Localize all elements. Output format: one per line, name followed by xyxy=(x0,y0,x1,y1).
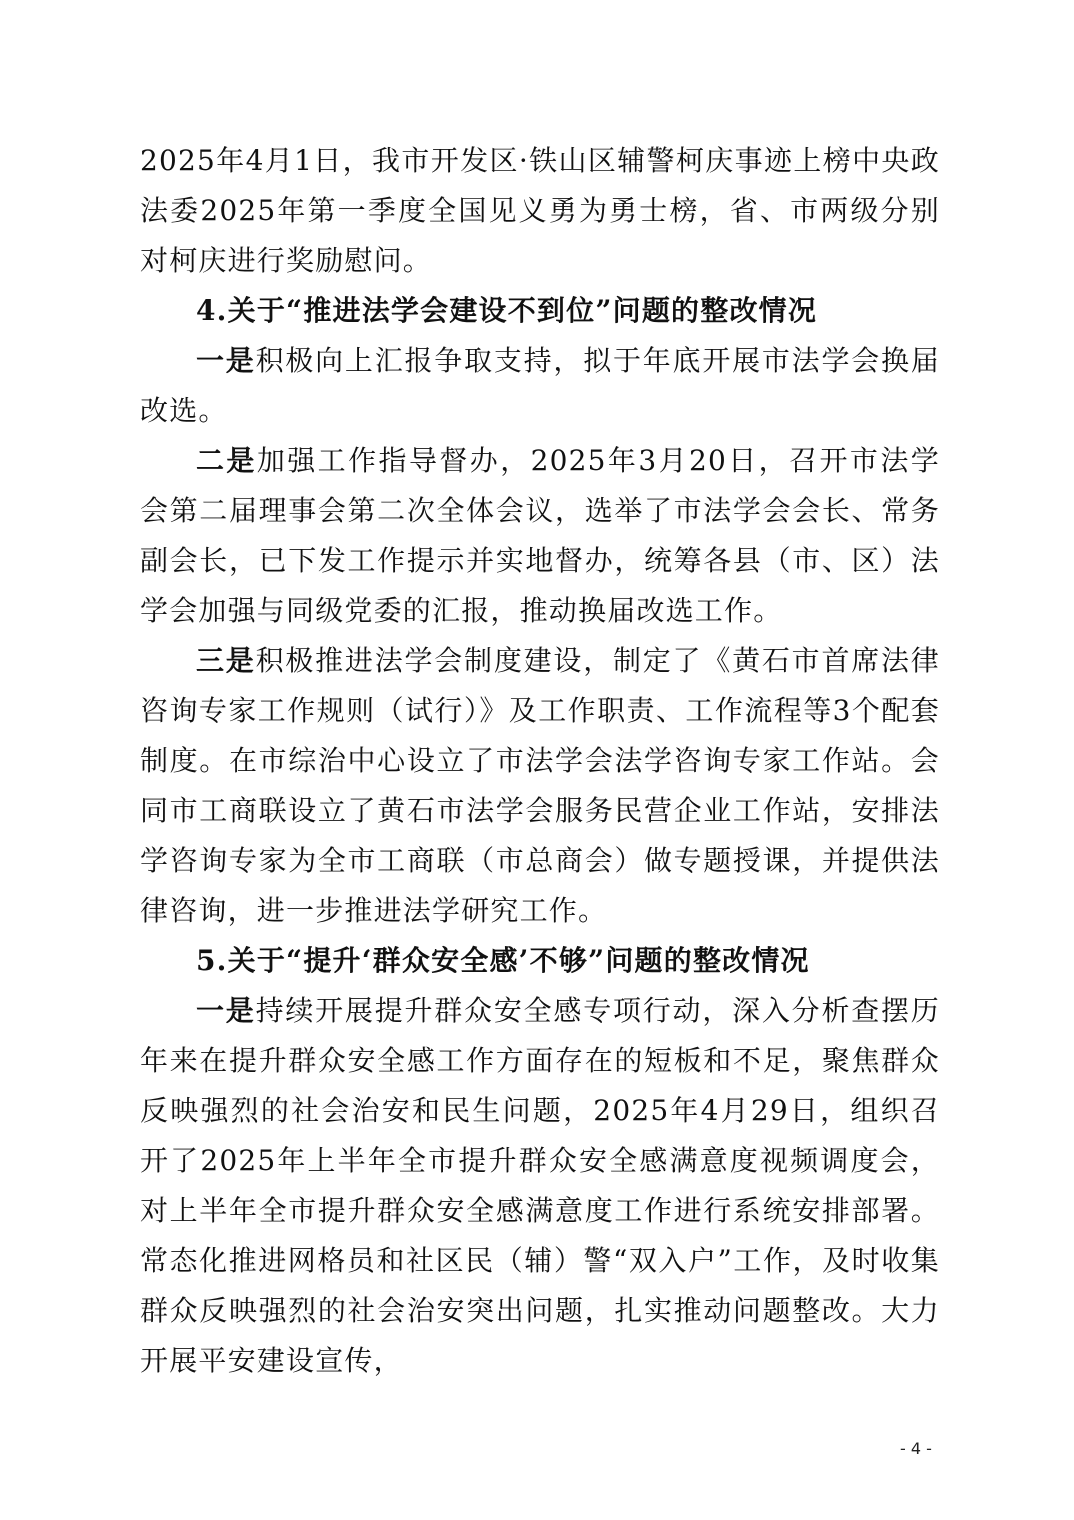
page-number: - 4 - xyxy=(900,1439,932,1458)
item-lead: 二是 xyxy=(196,444,257,477)
item-lead: 一是 xyxy=(196,994,256,1027)
item-text: 加强工作指导督办，2025年3月20日，召开市法学会第二届理事会第二次全体会议，选举了市法学会会长、常务副会长，已下发工作提示并实地督办，统筹各县（市、区）法学会加强与同级党委的汇报，推动换届改选工作。 xyxy=(140,444,940,627)
section-4-item-2 xyxy=(140,436,940,636)
section-4-heading: 4.关于“推进法学会建设不到位”问题的整改情况 xyxy=(196,294,818,327)
item-text: 持续开展提升群众安全感专项行动，深入分析查摆历年来在提升群众安全感工作方面存在的短板和不足，聚焦群众反映强烈的社会治安和民生问题，2025年4月29日，组织召开了2025年上半年全市提升群众安全感满意度视频调度会，对上半年全市提升群众安全感满意度工作进行系统安排部署。常态化推进网格员和社区民（辅）警“双入户”工作，及时收集群众反映强烈的社会治安突出问题，扎实推动问题整改。大力开展平安建设宣传， xyxy=(140,994,940,1377)
section-5-heading: 5.关于“提升‘群众安全感’不够”问题的整改情况 xyxy=(196,944,810,977)
item-text: 积极向上汇报争取支持，拟于年底开展市法学会换届改选。 xyxy=(140,344,940,427)
item-text: 积极推进法学会制度建设，制定了《黄石市首席法律咨询专家工作规则（试行）》及工作职责、工作流程等3个配套制度。在市综治中心设立了市法学会法学咨询专家工作站。会同市工商联设立了黄石市法学会服务民营企业工作站，安排法学咨询专家为全市工商联（市总商会）做专题授课，并提供法律咨询，进一步推进法学研究工作。 xyxy=(140,644,940,927)
section-4-item-3 xyxy=(140,636,940,936)
section-4-item-1 xyxy=(140,336,940,436)
intro-paragraph: 2025年4月1日，我市开发区·铁山区辅警柯庆事迹上榜中央政法委2025年第一季度全国见义勇为勇士榜，省、市两级分别对柯庆进行奖励慰问。 xyxy=(140,144,940,277)
document-body xyxy=(140,136,940,1386)
section-5-item-1 xyxy=(140,986,940,1386)
item-lead: 一是 xyxy=(196,344,256,377)
item-lead: 三是 xyxy=(196,644,256,677)
